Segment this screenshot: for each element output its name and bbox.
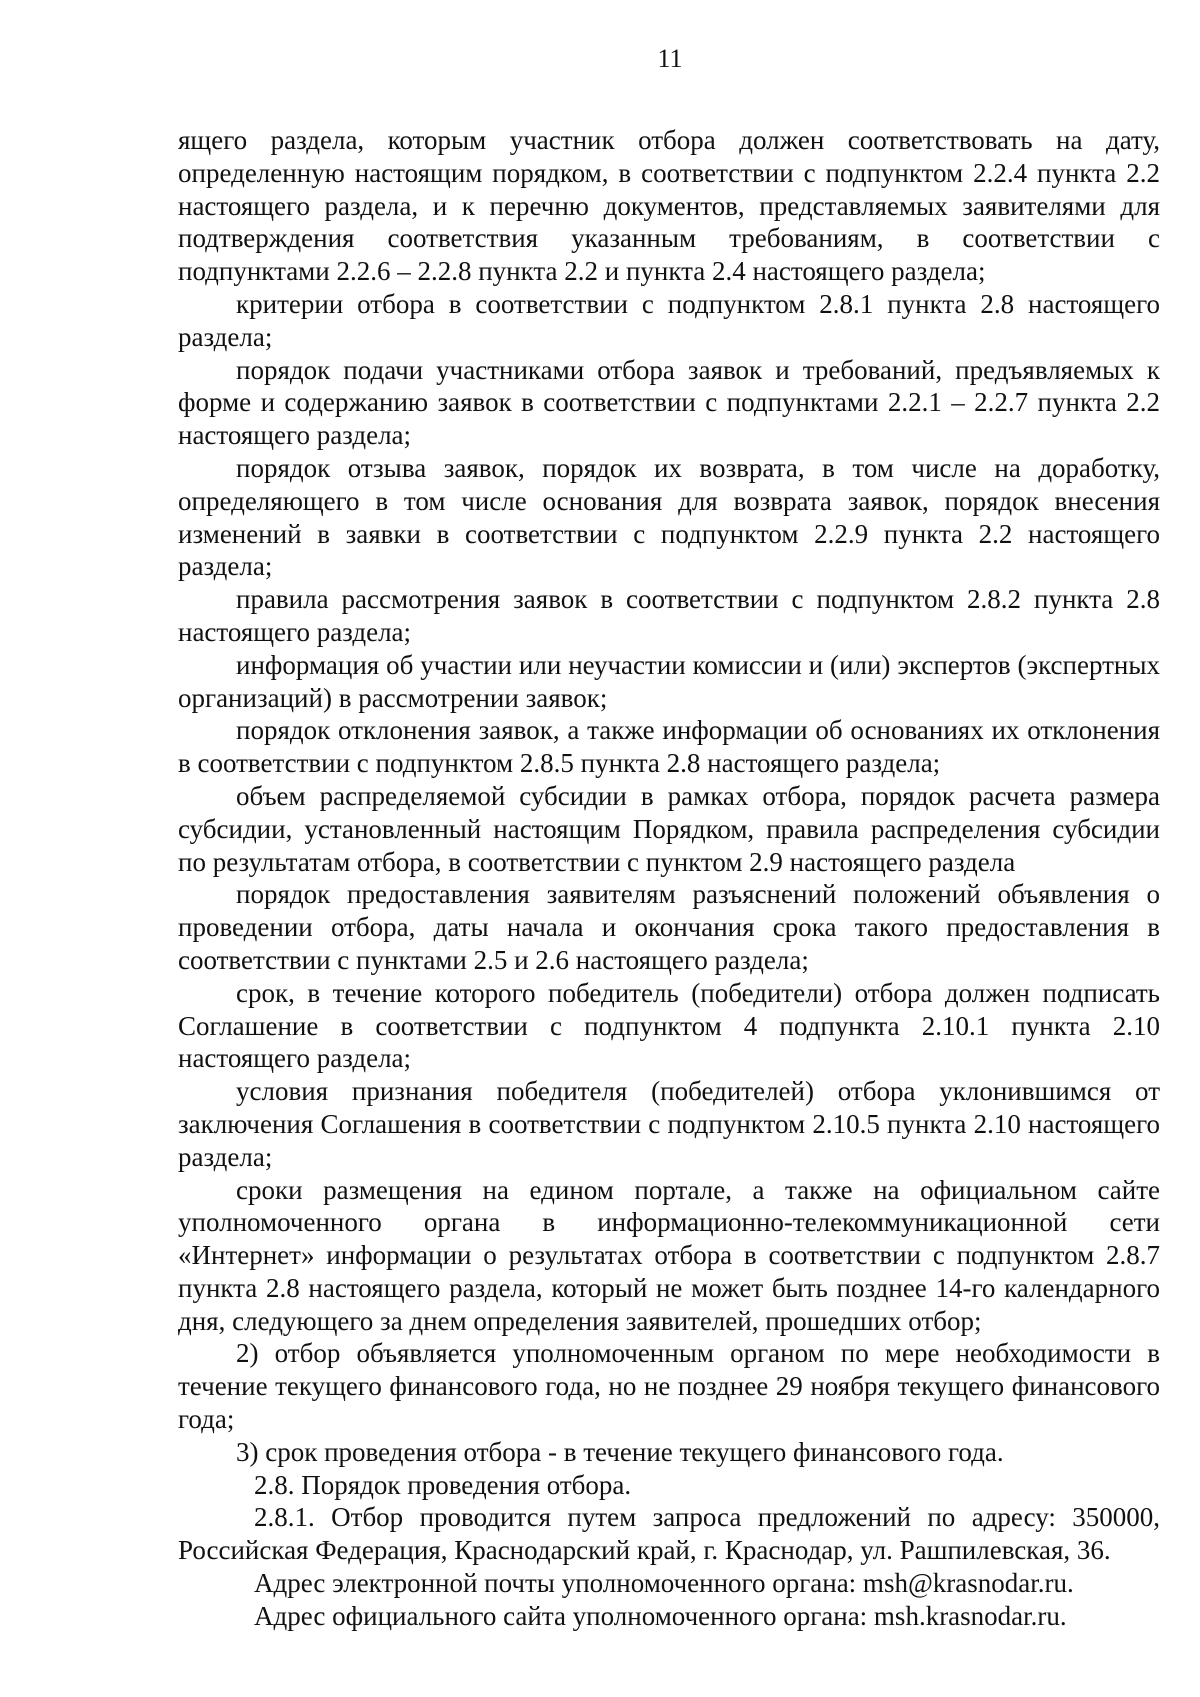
paragraph-withdrawal-procedure: порядок отзыва заявок, порядок их возврата, в том числе на доработку, определяющего в том числе основания для возврата заявок, порядок внесения изменений в заявки в соответствии с подпунктом 2.2.9 пункта 2.2 настоящего раздела; [178,452,1160,582]
page-number: 11 [657,44,683,73]
email-address-line: Адрес электронной почты уполномоченного органа: msh@krasnodar.ru. [254,1568,1074,1599]
paragraph-review-rules: правила рассмотрения заявок в соответствии с подпунктом 2.8.2 пункта 2.8 настоящего раздела; [178,584,1160,647]
paragraph-rejection-procedure: порядок отклонения заявок, а также информации об основаниях их отклонения в соответствии с подпунктом 2.8.5 пункта 2.8 настоящего раздела; [178,715,1160,779]
paragraph-item-3: 3) срок проведения отбора - в течение текущего финансового года. [236,1436,1004,1467]
document-body [178,124,1160,1633]
paragraph-commission-info: информация об участии или неучастии комиссии и (или) экспертов (экспертных организаций) в рассмотрении заявок; [178,649,1160,713]
paragraph-clarifications: порядок предоставления заявителям разъяснений положений объявления о проведении отбора, даты начала и окончания срока такого предоставления в соответствии с пунктами 2.5 и 2.6 настоящего раздела; [178,879,1160,975]
paragraph-continuation: ящего раздела, которым участник отбора должен соответствовать на дату, определенную настоящим порядком, в соответствии с подпунктом 2.2.4 пункта 2.2 настоящего раздела, и к перечню документов, представляемых заявителями для подтверждения соответствия указанным требованиям, в соответствии с подпунктами 2.2.6 – 2.2.8 пункта 2.2 и пункта 2.4 настоящего раздела; [178,125,1160,287]
paragraph-evasion-conditions: условия признания победителя (победителей) отбора уклонившимся от заключения Соглашения в соответствии с подпунктом 2.10.5 пункта 2.10 настоящего раздела; [178,1076,1160,1172]
section-heading-2-8: 2.8. Порядок проведения отбора. [254,1469,632,1500]
paragraph-submission-procedure: порядок подачи участниками отбора заявок и требований, предъявляемых к форме и содержанию заявок в соответствии с подпунктами 2.2.1 – 2.2.7 пункта 2.2 настоящего раздела; [178,354,1160,451]
website-address-line: Адрес официального сайта уполномоченного органа: msh.krasnodar.ru. [254,1600,1067,1631]
paragraph-2-8-1: 2.8.1. Отбор проводится путем запроса предложений по адресу: 350000, Российская Федерация, Краснодарский край, г. Краснодар, ул. Рашпилевская, 36. [178,1502,1160,1566]
paragraph-selection-criteria: критерии отбора в соответствии с подпунктом 2.8.1 пункта 2.8 настоящего раздела; [178,288,1160,352]
paragraph-publication-deadlines: сроки размещения на едином портале, а также на официальном сайте уполномоченного органа в информационно-телекоммуникационной сети «Интернет» информации о результатах отбора в соответствии с подпунктом 2.8.7 пункта 2.8 настоящего раздела, который не может быть позднее 14-го календарного дня, следующего за днем определения заявителей, прошедших отбор; [178,1174,1160,1336]
scan-artifact [410,1560,490,1580]
paragraph-item-2: 2) отбор объявляется уполномоченным органом по мере необходимости в течение текущего финансового года, но не позднее 29 ноября текущего финансового года; [178,1338,1160,1435]
paragraph-subsidy-volume: объем распределяемой субсидии в рамках отбора, порядок расчета размера субсидии, установленный настоящим Порядком, правила распределения субсидии по результатам отбора, в соответствии с пунктом 2.9 настоящего раздела [178,780,1160,877]
paragraph-signing-deadline: срок, в течение которого победитель (победители) отбора должен подписать Соглашение в соответствии с подпунктом 4 подпункта 2.10.1 пункта 2.10 настоящего раздела; [178,977,1160,1074]
